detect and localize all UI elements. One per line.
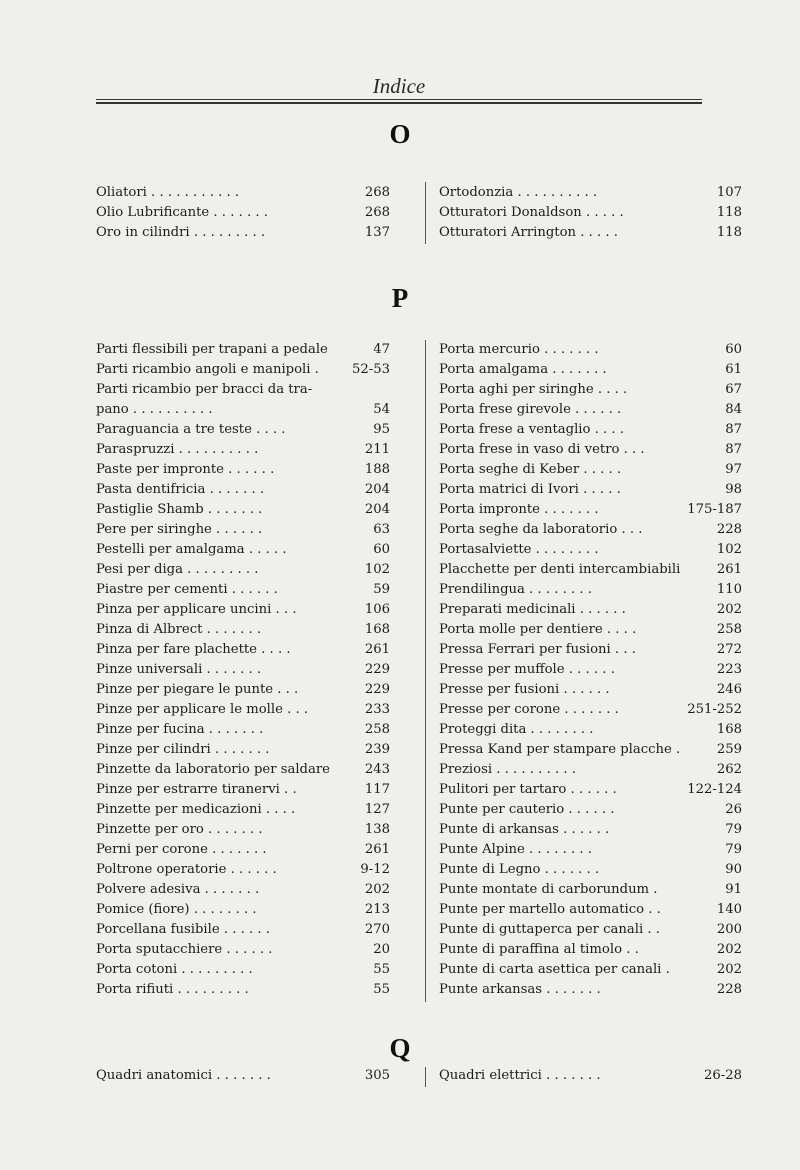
entry-page-number: 90 xyxy=(725,862,742,877)
entry-label: Punte di guttaperca per canali . . xyxy=(439,922,660,937)
entry-label: Pinza per applicare uncini . . . xyxy=(96,602,297,617)
entry-label: Quadri elettrici . . . . . . . xyxy=(439,1068,601,1083)
index-entry xyxy=(96,740,390,760)
index-entry xyxy=(439,980,742,1000)
index-entry xyxy=(96,940,390,960)
index-entry xyxy=(96,460,390,480)
entry-page-number: 270 xyxy=(364,922,390,937)
page-title: Indice xyxy=(372,74,426,98)
index-entry xyxy=(439,680,742,700)
entry-label: Porta mercurio . . . . . . . xyxy=(439,342,599,357)
entry-label: Pinzette per medicazioni . . . . xyxy=(96,802,296,817)
entry-page-number: 202 xyxy=(716,962,742,977)
index-entry xyxy=(439,900,742,920)
index-entry xyxy=(439,440,742,460)
index-entry xyxy=(439,203,742,223)
entry-label: Pinzette per oro . . . . . . . xyxy=(96,822,263,837)
index-entry xyxy=(439,620,742,640)
index-entry xyxy=(439,740,742,760)
entry-label: Punte Alpine . . . . . . . . xyxy=(439,842,592,857)
entry-page-number: 228 xyxy=(716,522,742,537)
index-entry xyxy=(96,800,390,820)
entry-label: Pasta dentifricia . . . . . . . xyxy=(96,482,265,497)
index-entry xyxy=(439,183,742,203)
section-letter-q: Q xyxy=(389,1033,411,1063)
entry-page-number: 79 xyxy=(725,822,742,837)
index-entry xyxy=(96,360,390,380)
entry-page-number: 95 xyxy=(373,422,390,437)
section-q-right-column xyxy=(439,1066,742,1086)
index-entry xyxy=(439,820,742,840)
header-rule-thick xyxy=(96,102,702,104)
entry-label: Porcellana fusibile . . . . . . xyxy=(96,922,270,937)
index-entry xyxy=(96,980,390,1000)
section-p-left-column xyxy=(96,340,390,1000)
entry-label: Pere per siringhe . . . . . . xyxy=(96,522,263,537)
entry-page-number: 261 xyxy=(364,642,390,657)
index-entry xyxy=(96,340,390,360)
index-entry xyxy=(96,400,390,420)
index-entry xyxy=(96,580,390,600)
index-entry xyxy=(96,440,390,460)
entry-label: Porta frese a ventaglio . . . . xyxy=(439,422,625,437)
section-o-right-column xyxy=(439,183,742,243)
entry-label: Parti ricambio angoli e manipoli . xyxy=(96,362,319,377)
section-p-right-column xyxy=(439,340,742,1000)
entry-label: Presse per fusioni . . . . . . xyxy=(439,682,610,697)
section-letter-o: O xyxy=(389,119,411,149)
entry-page-number: 261 xyxy=(716,562,742,577)
entry-page-number: 213 xyxy=(364,902,390,917)
entry-page-number: 127 xyxy=(364,802,390,817)
entry-label: Pinze per applicare le molle . . . xyxy=(96,702,309,717)
entry-page-number: 47 xyxy=(373,342,390,357)
entry-page-number: 84 xyxy=(725,402,742,417)
entry-page-number: 305 xyxy=(364,1068,390,1083)
entry-label: Oliatori . . . . . . . . . . . xyxy=(96,185,240,200)
entry-page-number: 97 xyxy=(725,462,742,477)
entry-page-number: 106 xyxy=(364,602,390,617)
index-entry xyxy=(439,920,742,940)
index-entry xyxy=(96,203,390,223)
entry-label: Parti ricambio per bracci da tra- xyxy=(96,382,313,397)
entry-label: Quadri anatomici . . . . . . . xyxy=(96,1068,271,1083)
index-entry xyxy=(439,400,742,420)
entry-label: Porta matrici di Ivori . . . . . xyxy=(439,482,621,497)
entry-page-number: 20 xyxy=(373,942,390,957)
entry-page-number: 122-124 xyxy=(687,782,742,797)
index-entry xyxy=(439,420,742,440)
index-entry xyxy=(96,640,390,660)
entry-label: Punte arkansas . . . . . . . xyxy=(439,982,601,997)
entry-label: Porta seghe di Keber . . . . . xyxy=(439,462,622,477)
entry-label: Porta frese girevole . . . . . . xyxy=(439,402,622,417)
entry-label: Punte per cauterio . . . . . . xyxy=(439,802,615,817)
entry-label: Portasalviette . . . . . . . . xyxy=(439,542,599,557)
entry-label: Porta impronte . . . . . . . xyxy=(439,502,599,517)
entry-page-number: 229 xyxy=(364,662,390,677)
index-entry xyxy=(96,960,390,980)
index-entry xyxy=(439,580,742,600)
entry-label: Presse per corone . . . . . . . xyxy=(439,702,619,717)
entry-page-number: 202 xyxy=(716,942,742,957)
index-entry xyxy=(96,480,390,500)
entry-page-number: 228 xyxy=(716,982,742,997)
entry-label: Proteggi dita . . . . . . . . xyxy=(439,722,594,737)
index-entry xyxy=(96,420,390,440)
section-letter-p: P xyxy=(391,283,409,313)
entry-label: Porta seghe da laboratorio . . . xyxy=(439,522,643,537)
entry-page-number: 55 xyxy=(373,962,390,977)
index-entry xyxy=(96,760,390,780)
entry-label: Punte di paraffina al timolo . . xyxy=(439,942,639,957)
index-entry xyxy=(96,860,390,880)
entry-label: Pinze per fucina . . . . . . . xyxy=(96,722,264,737)
index-entry xyxy=(439,520,742,540)
entry-page-number: 102 xyxy=(364,562,390,577)
entry-label: Parti flessibili per trapani a pedale xyxy=(96,342,328,357)
entry-page-number: 243 xyxy=(364,762,390,777)
entry-label: Otturatori Donaldson . . . . . xyxy=(439,205,624,220)
index-entry xyxy=(96,560,390,580)
entry-label: Poltrone operatorie . . . . . . xyxy=(96,862,277,877)
entry-page-number: 262 xyxy=(716,762,742,777)
entry-label: Paraspruzzi . . . . . . . . . . xyxy=(96,442,259,457)
index-entry xyxy=(96,880,390,900)
index-entry xyxy=(439,860,742,880)
index-entry xyxy=(96,720,390,740)
entry-page-number: 268 xyxy=(364,185,390,200)
entry-page-number: 87 xyxy=(725,422,742,437)
index-entry xyxy=(439,840,742,860)
entry-label: Pinze per cilindri . . . . . . . xyxy=(96,742,270,757)
entry-label: Placchette per denti intercambiabili xyxy=(439,562,681,577)
index-entry xyxy=(439,500,742,520)
header-rule-thin xyxy=(96,99,702,100)
index-entry xyxy=(96,620,390,640)
entry-label: Pomice (fiore) . . . . . . . . xyxy=(96,902,257,917)
entry-label: Pulitori per tartaro . . . . . . xyxy=(439,782,617,797)
entry-page-number: 107 xyxy=(716,185,742,200)
index-entry xyxy=(96,680,390,700)
entry-page-number: 118 xyxy=(716,225,742,240)
index-entry xyxy=(439,800,742,820)
entry-page-number: 188 xyxy=(364,462,390,477)
index-entry xyxy=(96,780,390,800)
entry-label: Ortodonzia . . . . . . . . . . xyxy=(439,185,598,200)
entry-page-number: 202 xyxy=(364,882,390,897)
index-entry xyxy=(439,560,742,580)
entry-page-number: 223 xyxy=(716,662,742,677)
entry-page-number: 26-28 xyxy=(703,1068,742,1083)
index-entry xyxy=(439,780,742,800)
entry-page-number: 261 xyxy=(364,842,390,857)
index-entry xyxy=(439,360,742,380)
entry-page-number: 61 xyxy=(725,362,742,377)
index-entry xyxy=(439,380,742,400)
entry-page-number: 211 xyxy=(364,442,390,457)
entry-label: Porta rifiuti . . . . . . . . . xyxy=(96,982,249,997)
index-entry xyxy=(439,340,742,360)
entry-label: Porta sputacchiere . . . . . . xyxy=(96,942,273,957)
entry-label: Pinza di Albrect . . . . . . . xyxy=(96,622,262,637)
entry-page-number: 9-12 xyxy=(360,862,390,877)
section-o-left-column xyxy=(96,183,390,243)
entry-page-number: 110 xyxy=(716,582,742,597)
index-entry xyxy=(439,223,742,243)
entry-label: Pastiglie Shamb . . . . . . . xyxy=(96,502,263,517)
entry-page-number: 204 xyxy=(364,502,390,517)
entry-page-number: 138 xyxy=(364,822,390,837)
entry-page-number: 137 xyxy=(364,225,390,240)
entry-page-number: 98 xyxy=(725,482,742,497)
entry-page-number: 102 xyxy=(716,542,742,557)
entry-label: Porta molle per dentiere . . . . xyxy=(439,622,637,637)
index-entry xyxy=(96,900,390,920)
entry-label: Punte per martello automatico . . xyxy=(439,902,661,917)
entry-label: pano . . . . . . . . . . xyxy=(96,402,213,417)
entry-page-number: 258 xyxy=(364,722,390,737)
index-entry xyxy=(96,840,390,860)
entry-page-number: 229 xyxy=(364,682,390,697)
entry-page-number: 204 xyxy=(364,482,390,497)
index-entry xyxy=(439,640,742,660)
entry-label: Pesi per diga . . . . . . . . . xyxy=(96,562,259,577)
index-entry xyxy=(96,600,390,620)
index-entry xyxy=(439,480,742,500)
entry-page-number: 117 xyxy=(364,782,390,797)
entry-page-number: 200 xyxy=(716,922,742,937)
index-entry xyxy=(96,660,390,680)
entry-label: Oro in cilindri . . . . . . . . . xyxy=(96,225,266,240)
entry-page-number: 246 xyxy=(716,682,742,697)
entry-page-number: 91 xyxy=(725,882,742,897)
entry-label: Olio Lubrificante . . . . . . . xyxy=(96,205,268,220)
entry-page-number: 168 xyxy=(364,622,390,637)
index-entry xyxy=(439,600,742,620)
index-entry xyxy=(96,700,390,720)
entry-page-number: 55 xyxy=(373,982,390,997)
entry-page-number: 52-53 xyxy=(351,362,390,377)
entry-label: Polvere adesiva . . . . . . . xyxy=(96,882,260,897)
entry-label: Piastre per cementi . . . . . . xyxy=(96,582,278,597)
entry-page-number: 272 xyxy=(716,642,742,657)
index-entry xyxy=(96,380,390,400)
index-entry xyxy=(96,520,390,540)
index-entry xyxy=(96,500,390,520)
entry-label: Presse per muffole . . . . . . xyxy=(439,662,615,677)
entry-label: Preparati medicinali . . . . . . xyxy=(439,602,626,617)
entry-page-number: 258 xyxy=(716,622,742,637)
entry-label: Otturatori Arrington . . . . . xyxy=(439,225,618,240)
entry-label: Pestelli per amalgama . . . . . xyxy=(96,542,287,557)
index-entry xyxy=(439,1066,742,1086)
index-entry xyxy=(439,700,742,720)
entry-label: Punte di carta asettica per canali . xyxy=(439,962,670,977)
entry-page-number: 59 xyxy=(373,582,390,597)
index-entry xyxy=(96,183,390,203)
entry-label: Pressa Kand per stampare placche . xyxy=(439,742,681,757)
entry-page-number: 60 xyxy=(725,342,742,357)
entry-page-number: 140 xyxy=(716,902,742,917)
entry-page-number: 26 xyxy=(725,802,742,817)
entry-label: Porta amalgama . . . . . . . xyxy=(439,362,607,377)
index-entry xyxy=(96,820,390,840)
index-entry xyxy=(439,660,742,680)
entry-label: Pinze per piegare le punte . . . xyxy=(96,682,299,697)
entry-page-number: 79 xyxy=(725,842,742,857)
index-entry xyxy=(439,940,742,960)
index-entry xyxy=(96,1066,390,1086)
entry-label: Pressa Ferrari per fusioni . . . xyxy=(439,642,636,657)
entry-label: Perni per corone . . . . . . . xyxy=(96,842,267,857)
entry-page-number: 175-187 xyxy=(687,502,742,517)
entry-label: Prendilingua . . . . . . . . xyxy=(439,582,592,597)
entry-page-number: 251-252 xyxy=(687,702,742,717)
index-entry xyxy=(439,880,742,900)
section-q-left-column xyxy=(96,1066,390,1086)
entry-label: Pinze per estrarre tiranervi . . xyxy=(96,782,297,797)
entry-page-number: 268 xyxy=(364,205,390,220)
entry-label: Pinze universali . . . . . . . xyxy=(96,662,262,677)
entry-label: Punte di arkansas . . . . . . xyxy=(439,822,610,837)
entry-page-number: 202 xyxy=(716,602,742,617)
entry-label: Preziosi . . . . . . . . . . xyxy=(439,762,576,777)
index-entry xyxy=(96,540,390,560)
entry-label: Paraguancia a tre teste . . . . xyxy=(96,422,286,437)
entry-page-number: 259 xyxy=(716,742,742,757)
section-o-divider xyxy=(425,182,426,244)
section-q-divider xyxy=(425,1067,426,1087)
entry-label: Punte di Legno . . . . . . . xyxy=(439,862,600,877)
section-p-divider xyxy=(425,340,426,1002)
entry-label: Pinza per fare plachette . . . . xyxy=(96,642,291,657)
entry-label: Paste per impronte . . . . . . xyxy=(96,462,275,477)
entry-label: Porta cotoni . . . . . . . . . xyxy=(96,962,253,977)
entry-page-number: 233 xyxy=(364,702,390,717)
entry-page-number: 87 xyxy=(725,442,742,457)
entry-page-number: 118 xyxy=(716,205,742,220)
entry-page-number: 67 xyxy=(725,382,742,397)
entry-label: Pinzette da laboratorio per saldare xyxy=(96,762,330,777)
index-entry xyxy=(96,223,390,243)
entry-page-number: 63 xyxy=(373,522,390,537)
entry-page-number: 54 xyxy=(373,402,390,417)
entry-page-number: 60 xyxy=(373,542,390,557)
entry-page-number: 239 xyxy=(364,742,390,757)
index-entry xyxy=(96,920,390,940)
index-entry xyxy=(439,720,742,740)
entry-page-number: 168 xyxy=(716,722,742,737)
index-entry xyxy=(439,760,742,780)
index-entry xyxy=(439,960,742,980)
entry-label: Porta aghi per siringhe . . . . xyxy=(439,382,628,397)
entry-label: Porta frese in vaso di vetro . . . xyxy=(439,442,645,457)
index-entry xyxy=(439,460,742,480)
index-entry xyxy=(439,540,742,560)
entry-label: Punte montate di carborundum . xyxy=(439,882,658,897)
page-header xyxy=(96,74,702,104)
